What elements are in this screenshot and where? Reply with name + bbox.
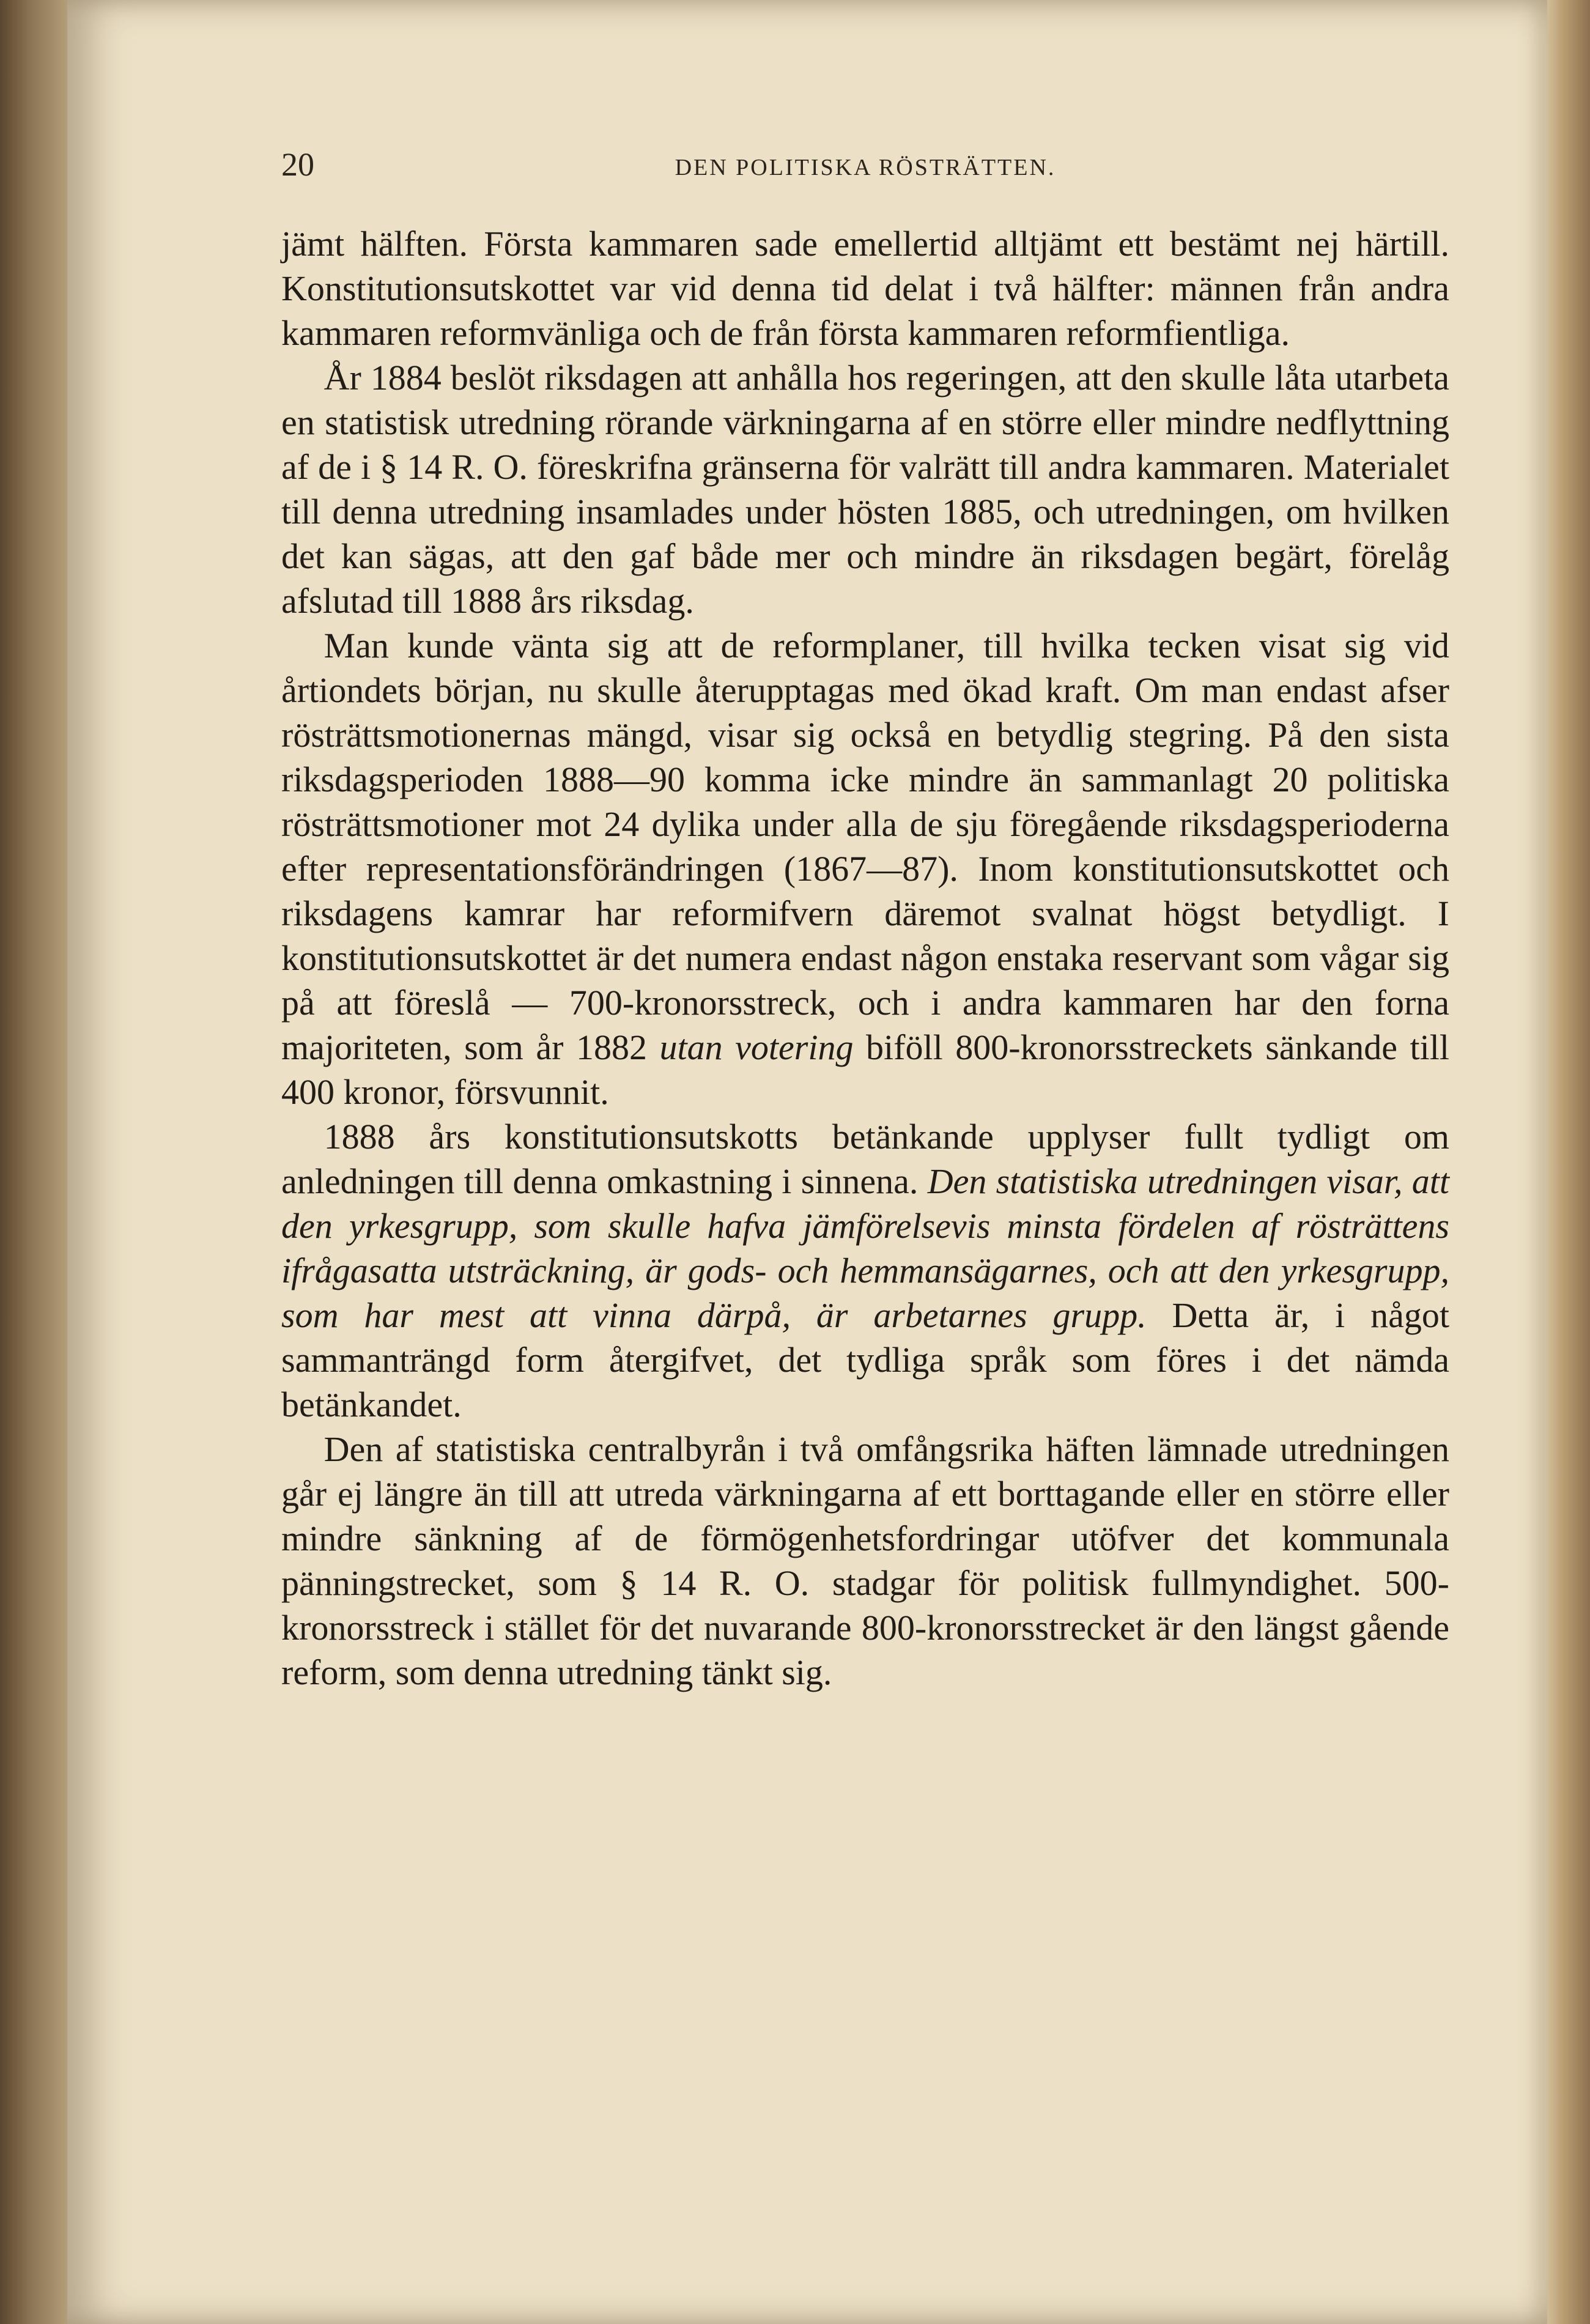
book-fore-edge — [1547, 0, 1590, 2324]
page-header — [281, 146, 1449, 194]
paragraph-4-text-a: 1888 års konstitutionsutskotts betänkande upplyser fullt tydligt om anledningen till denna omkastning i sinnena. — [281, 1117, 1449, 1201]
paragraph-5: Den af statistiska centralbyrån i två omfångsrika häften lämnade utredningen går ej längre än till att utreda värkningarna af ett borttagande eller en större eller mindre sänkning af de förmögenhetsfordringar utöfver det kommunala pänningstrecket, som § 14 R. O. stadgar för politisk fullmyndighet. 500-kronorsstreck i stället för det nuvarande 800-kronorsstrecket är den längst gående reform, som denna utredning tänkt sig. — [281, 1429, 1449, 1692]
paragraph-4 — [281, 1114, 1449, 1427]
paragraph-3-text-b: biföll 800-kronorsstreckets sänkande till 400 kronor, försvunnit. — [281, 1027, 1449, 1112]
body-text — [281, 221, 1449, 1695]
paragraph-3-text-a: Man kunde vänta sig att de reformplaner, till hvilka tecken visat sig vid årtiondets början, nu skulle återupptagas med ökad kraft. Om man endast afser rösträttsmotionernas mängd, visar sig också en betydlig stegring. På den sista riksdagsperioden 1888—90 komma icke mindre än sammanlagt 20 politiska rösträttsmotioner mot 24 dylika under alla de sju föregående riksdagsperioderna efter representationsförändringen (1867—87). Inom konstitutionsutskottet och riksdagens kamrar har reformifvern däremot svalnat högst betydligt. I konstitutionsutskottet är det numera endast någon enstaka reservant som vågar sig på att föreslå — 700-kronorsstreck, och i andra kammaren har den forna majoriteten, som år 1882 — [281, 626, 1449, 1067]
page-number: 20 — [281, 146, 314, 183]
paragraph-3-italic-phrase: utan votering — [659, 1027, 854, 1067]
paragraph-2: År 1884 beslöt riksdagen att anhålla hos regeringen, att den skulle låta utarbeta en statistisk utredning rörande värkningarna af en större eller mindre nedflyttning af de i § 14 R. O. föreskrifna gränserna för valrätt till andra kammaren. Materialet till denna utredning insamlades under hösten 1885, och utredningen, om hvilken det kan sägas, att den gaf både mer och mindre än riksdagen begärt, förelåg afslutad till 1888 års riksdag. — [281, 358, 1449, 621]
book-page — [67, 0, 1547, 2324]
paragraph-4-italic-quote: Den statistiska utredningen visar, att den yrkesgrupp, som skulle hafva jämförelsevis minsta fördelen af rösträttens ifrågasatta utsträckning, är gods- och hemmansägarnes, och att den yrkesgrupp, som har mest att vinna därpå, är arbetarnes grupp. — [281, 1161, 1449, 1335]
paragraph-4-text-b: Detta är, i något sammanträngd form återgifvet, det tydliga språk som föres i det nämda betänkandet. — [281, 1295, 1449, 1424]
paragraph-3 — [281, 623, 1449, 1114]
paragraph-1: jämt hälften. Första kammaren sade emellertid alltjämt ett bestämt nej härtill. Konstitutionsutskottet var vid denna tid delat i två hälfter: männen från andra kammaren reformvänliga och de från första kammaren reformfientliga. — [281, 224, 1449, 353]
running-title: DEN POLITISKA RÖSTRÄTTEN. — [675, 155, 1056, 180]
book-spine-gutter — [0, 0, 67, 2324]
